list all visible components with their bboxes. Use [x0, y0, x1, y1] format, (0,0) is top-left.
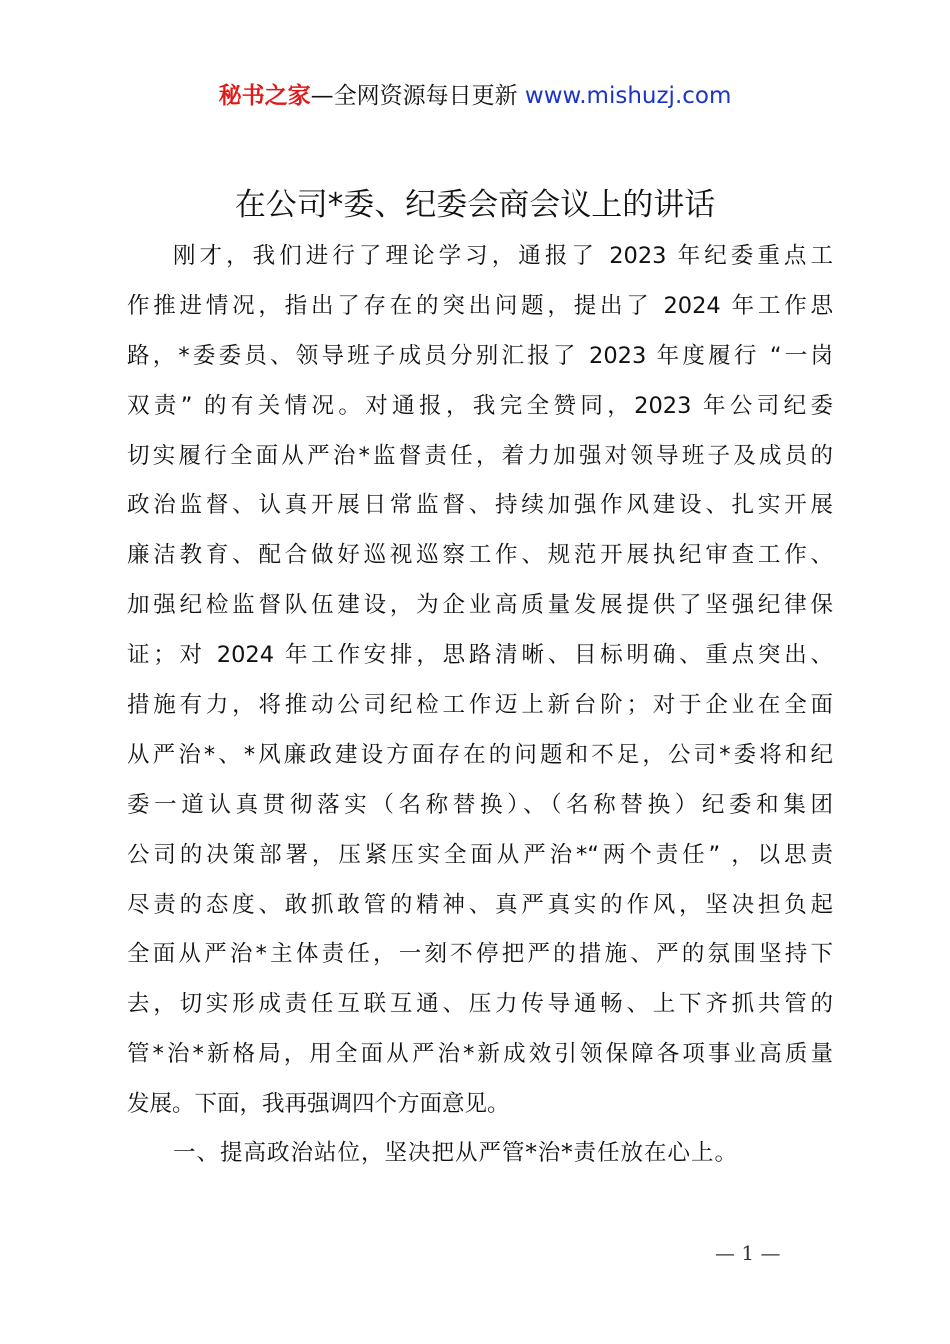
- paragraph-line: 尽责的态度、敢抓敢管的精神、真严真实的作风，坚决担负起: [127, 891, 833, 918]
- document-body: [127, 234, 833, 1132]
- paragraph-line: 从严治*、*风廉政建设方面存在的问题和不足，公司*委将和纪: [127, 741, 833, 768]
- paragraph-line: 全面从严治*主体责任，一刻不停把严的措施、严的氛围坚持下: [127, 941, 833, 968]
- paragraph-line: 证；对 2024 年工作安排，思路清晰、目标明确、重点突出、: [127, 642, 833, 669]
- paragraph-line: 发展。下面，我再强调四个方面意见。: [127, 1091, 510, 1118]
- header-tagline: —全网资源每日更新: [310, 83, 518, 109]
- paragraph-line: 路，*委委员、领导班子成员分别汇报了 2023 年度履行 “一岗: [127, 342, 833, 369]
- brand-name: 秘书之家: [218, 83, 311, 109]
- paragraph-line: 去，切实形成责任互联互通、压力传导通畅、上下齐抓共管的: [127, 991, 833, 1018]
- document-title: 在公司*委、纪委会商会议上的讲话: [234, 187, 716, 223]
- paragraph-line: 管*治*新格局，用全面从严治*新成效引领保障各项事业高质量: [127, 1041, 833, 1068]
- section-heading-1: 一、提高政治站位，坚决把从严管*治*责任放在心上。: [173, 1140, 739, 1166]
- paragraph-line: 公司的决策部署，压紧压实全面从严治*“两个责任” ，以思责: [127, 841, 833, 868]
- paragraph-line: 委一道认真贯彻落实（名称替换）、（名称替换）纪委和集团: [127, 791, 833, 818]
- paragraph-line: 政治监督、认真开展日常监督、持续加强作风建设、扎实开展: [127, 492, 833, 519]
- paragraph-line: 作推进情况，指出了存在的突出问题，提出了 2024 年工作思: [127, 292, 833, 319]
- site-url-link[interactable]: www.mishuzj.com: [524, 83, 732, 109]
- paragraph-line: 措施有力，将推动公司纪检工作迈上新台阶；对于企业在全面: [127, 692, 833, 719]
- paragraph-line: 刚才，我们进行了理论学习，通报了 2023 年纪委重点工: [173, 243, 833, 269]
- paragraph-line: 切实履行全面从严治*监督责任，着力加强对领导班子及成员的: [127, 442, 833, 469]
- page-number: — 1 —: [715, 1241, 781, 1265]
- site-header: [0, 80, 950, 112]
- paragraph-line: 廉洁教育、配合做好巡视巡察工作、规范开展执纪审查工作、: [127, 542, 833, 569]
- paragraph-line: 双责” 的有关情况。对通报，我完全赞同，2023 年公司纪委: [127, 392, 833, 419]
- paragraph-line: 加强纪检监督队伍建设，为企业高质量发展提供了坚强纪律保: [127, 592, 833, 619]
